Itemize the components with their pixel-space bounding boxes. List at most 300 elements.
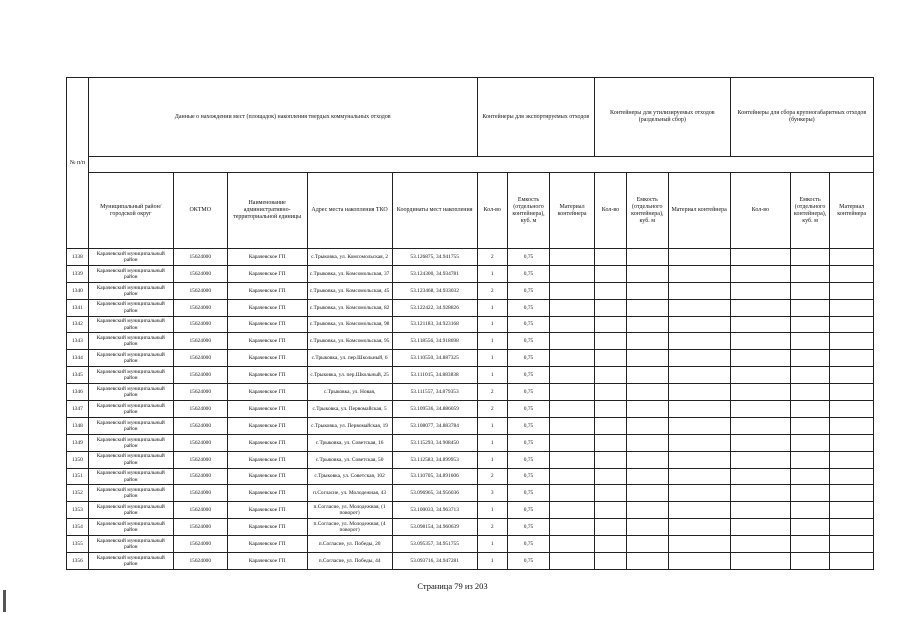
cell-empty: [790, 485, 829, 502]
cell-district: Карачевский муниципальный район: [88, 333, 173, 350]
cell-num: 1338: [67, 249, 89, 266]
cell-num: 1346: [67, 384, 89, 401]
cell-empty: [730, 316, 790, 333]
cell-oktmo: 15624000: [173, 485, 227, 502]
cell-district: Карачевский муниципальный район: [88, 299, 173, 316]
cell-empty: [594, 553, 626, 570]
cell-empty: [730, 299, 790, 316]
cell-empty: [730, 502, 790, 519]
cell-empty: [594, 401, 626, 418]
cell-volume: 0,75: [507, 282, 550, 299]
col-unit-header: Наименование административно-территориальной единицы: [227, 173, 307, 249]
cell-empty: [790, 553, 829, 570]
cell-empty: [550, 299, 595, 316]
cell-unit: Карачевское ГП: [227, 553, 307, 570]
table-row: [67, 502, 874, 519]
cell-count: 1: [477, 536, 507, 553]
cell-empty: [830, 299, 874, 316]
table-row: [67, 485, 874, 502]
cell-address: с.Трыковка, ул. Комсомольская, 2: [307, 249, 392, 266]
cell-unit: Карачевское ГП: [227, 265, 307, 282]
cell-empty: [668, 265, 730, 282]
cell-num: 1348: [67, 417, 89, 434]
cell-coords: 53.126875, 34.941755: [392, 249, 477, 266]
group-bulky-containers-header: Контейнеры для сбора крупногабаритных отходов (бункеры): [730, 78, 873, 157]
cell-count: 1: [477, 417, 507, 434]
cell-empty: [830, 434, 874, 451]
table-row: [67, 536, 874, 553]
cell-empty: [830, 451, 874, 468]
cell-count: 1: [477, 451, 507, 468]
cell-empty: [594, 485, 626, 502]
cell-empty: [627, 249, 668, 266]
cell-oktmo: 15624000: [173, 451, 227, 468]
cell-num: 1342: [67, 316, 89, 333]
cell-empty: [550, 350, 595, 367]
cell-num: 1345: [67, 367, 89, 384]
cell-empty: [627, 468, 668, 485]
cell-empty: [730, 384, 790, 401]
cell-address: с.Трыковка, ул. Новая,: [307, 384, 392, 401]
cell-empty: [790, 384, 829, 401]
cell-empty: [790, 367, 829, 384]
cell-empty: [668, 401, 730, 418]
cell-oktmo: 15624000: [173, 265, 227, 282]
cell-volume: 0,75: [507, 299, 550, 316]
cell-empty: [830, 468, 874, 485]
cell-oktmo: 15624000: [173, 401, 227, 418]
table-row: [67, 367, 874, 384]
cell-coords: 53.098154, 34.960639: [392, 519, 477, 536]
cell-empty: [627, 519, 668, 536]
cell-empty: [594, 434, 626, 451]
cell-empty: [730, 367, 790, 384]
cell-num: 1354: [67, 519, 89, 536]
cell-empty: [790, 468, 829, 485]
cell-district: Карачевский муниципальный район: [88, 367, 173, 384]
cell-empty: [830, 536, 874, 553]
cell-num: 1341: [67, 299, 89, 316]
cell-coords: 53.093716, 34.947281: [392, 553, 477, 570]
cell-volume: 0,75: [507, 485, 550, 502]
group-site-data-header: Данные о нахождении мест (площадок) накопления твердых коммунальных отходов: [88, 78, 477, 157]
cell-oktmo: 15624000: [173, 249, 227, 266]
cell-address: п.Согласие, ул. Молодежная, (1 поворот): [307, 502, 392, 519]
cell-empty: [790, 249, 829, 266]
table-row: [67, 265, 874, 282]
cell-oktmo: 15624000: [173, 367, 227, 384]
cell-empty: [668, 451, 730, 468]
col-count3-header: Кол-во: [730, 173, 790, 249]
cell-count: 3: [477, 485, 507, 502]
cell-empty: [730, 485, 790, 502]
cell-coords: 53.123468, 34.933032: [392, 282, 477, 299]
cell-count: 2: [477, 384, 507, 401]
cell-empty: [627, 384, 668, 401]
cell-empty: [830, 316, 874, 333]
cell-coords: 53.110705, 34.891606: [392, 468, 477, 485]
cell-empty: [594, 299, 626, 316]
table-row: [67, 553, 874, 570]
cell-empty: [830, 553, 874, 570]
cell-volume: 0,75: [507, 536, 550, 553]
cell-empty: [830, 519, 874, 536]
cell-volume: 0,75: [507, 384, 550, 401]
cell-district: Карачевский муниципальный район: [88, 350, 173, 367]
cell-coords: 53.108077, 34.883784: [392, 417, 477, 434]
cell-volume: 0,75: [507, 265, 550, 282]
cell-empty: [668, 519, 730, 536]
cell-empty: [594, 451, 626, 468]
cell-coords: 53.115293, 34.908450: [392, 434, 477, 451]
cell-empty: [550, 536, 595, 553]
col-volume-header: Емкость (отдельного контейнера), куб. м: [507, 173, 550, 249]
cell-oktmo: 15624000: [173, 350, 227, 367]
cell-volume: 0,75: [507, 519, 550, 536]
cell-empty: [668, 333, 730, 350]
cell-coords: 53.110550, 34.887325: [392, 350, 477, 367]
cell-empty: [668, 249, 730, 266]
cell-empty: [594, 417, 626, 434]
cell-oktmo: 15624000: [173, 553, 227, 570]
cell-volume: 0,75: [507, 401, 550, 418]
cell-empty: [830, 249, 874, 266]
cell-count: 1: [477, 316, 507, 333]
cell-volume: 0,75: [507, 367, 550, 384]
cell-empty: [594, 468, 626, 485]
table-row: [67, 350, 874, 367]
cell-empty: [668, 553, 730, 570]
cell-volume: 0,75: [507, 333, 550, 350]
col-volume3-header: Емкость (отдельного контейнера), куб. м: [790, 173, 829, 249]
cell-volume: 0,75: [507, 553, 550, 570]
cell-address: с.Трыковка, ул. Первомайская, 5: [307, 401, 392, 418]
cell-coords: 53.100033, 34.963713: [392, 502, 477, 519]
cell-oktmo: 15624000: [173, 519, 227, 536]
group-recycle-containers-header: Контейнеры для утилизируемых отходов (раздельный сбор): [594, 78, 730, 157]
col-num-header: № п/п: [67, 78, 89, 249]
cell-oktmo: 15624000: [173, 434, 227, 451]
cell-empty: [730, 553, 790, 570]
cell-empty: [550, 451, 595, 468]
cell-empty: [830, 417, 874, 434]
cell-oktmo: 15624000: [173, 333, 227, 350]
cell-num: 1351: [67, 468, 89, 485]
cell-empty: [594, 350, 626, 367]
cell-unit: Карачевское ГП: [227, 401, 307, 418]
cell-count: 1: [477, 333, 507, 350]
cell-num: 1340: [67, 282, 89, 299]
cell-coords: 53.112583, 34.899953: [392, 451, 477, 468]
cell-empty: [594, 367, 626, 384]
cell-unit: Карачевское ГП: [227, 519, 307, 536]
col-volume2-header: Емкость (отдельного контейнера), куб. м: [627, 173, 668, 249]
cell-volume: 0,75: [507, 434, 550, 451]
cell-empty: [594, 316, 626, 333]
cell-empty: [730, 434, 790, 451]
cell-address: п.Согласие, ул. Молодежная, 43: [307, 485, 392, 502]
cell-empty: [790, 451, 829, 468]
cell-empty: [550, 519, 595, 536]
cell-num: 1353: [67, 502, 89, 519]
cell-address: п.Согласие, ул. Победы, 20: [307, 536, 392, 553]
cell-empty: [627, 401, 668, 418]
cell-empty: [730, 249, 790, 266]
cell-empty: [550, 384, 595, 401]
group-export-containers-header: Контейнеры для экспортируемых отходов: [477, 78, 594, 157]
cell-empty: [627, 502, 668, 519]
cell-empty: [550, 434, 595, 451]
table-row: [67, 401, 874, 418]
col-count2-header: Кол-во: [594, 173, 626, 249]
cell-district: Карачевский муниципальный район: [88, 265, 173, 282]
cell-unit: Карачевское ГП: [227, 249, 307, 266]
table-header: [67, 78, 874, 249]
cell-count: 1: [477, 299, 507, 316]
cell-empty: [627, 536, 668, 553]
cell-empty: [790, 316, 829, 333]
cell-district: Карачевский муниципальный район: [88, 519, 173, 536]
cell-coords: 53.118556, 34.918698: [392, 333, 477, 350]
cell-empty: [627, 333, 668, 350]
cell-address: с.Трыковка, ул. Комсомольская, 82: [307, 299, 392, 316]
cell-unit: Карачевское ГП: [227, 434, 307, 451]
cell-empty: [594, 282, 626, 299]
cell-address: п.Согласие, ул. Победы, 44: [307, 553, 392, 570]
cell-empty: [830, 333, 874, 350]
cell-address: с.Трыковка, ул. Советская, 50: [307, 451, 392, 468]
cell-num: 1339: [67, 265, 89, 282]
cell-volume: 0,75: [507, 417, 550, 434]
cell-empty: [594, 249, 626, 266]
cell-oktmo: 15624000: [173, 316, 227, 333]
cell-empty: [594, 333, 626, 350]
cell-empty: [550, 282, 595, 299]
cell-count: 1: [477, 434, 507, 451]
cell-oktmo: 15624000: [173, 536, 227, 553]
page-footer: Страница 79 из 203: [417, 581, 488, 591]
cell-district: Карачевский муниципальный район: [88, 384, 173, 401]
cell-empty: [550, 502, 595, 519]
table-row: [67, 249, 874, 266]
cell-coords: 53.109536, 34.886059: [392, 401, 477, 418]
cell-unit: Карачевское ГП: [227, 384, 307, 401]
cell-empty: [830, 282, 874, 299]
cell-unit: Карачевское ГП: [227, 536, 307, 553]
cell-count: 2: [477, 282, 507, 299]
cell-oktmo: 15624000: [173, 282, 227, 299]
cell-address: п.Согласие, ул. Молодежная, (4 поворот): [307, 519, 392, 536]
cell-unit: Карачевское ГП: [227, 333, 307, 350]
cell-volume: 0,75: [507, 316, 550, 333]
cell-count: 2: [477, 249, 507, 266]
cell-address: с.Трыковка, ул. пер.Школьный, 25: [307, 367, 392, 384]
cell-empty: [550, 249, 595, 266]
cell-address: с.Трыковка, ул. Комсомольская, 37: [307, 265, 392, 282]
cell-count: 1: [477, 367, 507, 384]
table-row: [67, 299, 874, 316]
cell-empty: [594, 502, 626, 519]
cell-district: Карачевский муниципальный район: [88, 249, 173, 266]
cell-empty: [830, 502, 874, 519]
cell-district: Карачевский муниципальный район: [88, 316, 173, 333]
cell-coords: 53.095357, 34.951755: [392, 536, 477, 553]
cell-oktmo: 15624000: [173, 299, 227, 316]
cell-empty: [550, 401, 595, 418]
cell-volume: 0,75: [507, 451, 550, 468]
cell-coords: 53.111015, 34.883838: [392, 367, 477, 384]
cell-empty: [790, 299, 829, 316]
cell-empty: [627, 451, 668, 468]
cell-oktmo: 15624000: [173, 384, 227, 401]
cell-district: Карачевский муниципальный район: [88, 536, 173, 553]
col-count-header: Кол-во: [477, 173, 507, 249]
col-district-header: Муниципальный район/городской округ: [88, 173, 173, 249]
cell-coords: 53.124300, 34.934781: [392, 265, 477, 282]
cell-empty: [668, 350, 730, 367]
table-row: [67, 333, 874, 350]
cell-unit: Карачевское ГП: [227, 350, 307, 367]
cell-count: 1: [477, 553, 507, 570]
cell-empty: [730, 265, 790, 282]
cell-coords: 53.122422, 34.928826: [392, 299, 477, 316]
cell-empty: [594, 519, 626, 536]
cell-empty: [830, 485, 874, 502]
col-address-header: Адрес места накопления ТКО: [307, 173, 392, 249]
cell-district: Карачевский муниципальный район: [88, 401, 173, 418]
cell-empty: [730, 417, 790, 434]
cell-district: Карачевский муниципальный район: [88, 417, 173, 434]
cell-empty: [790, 434, 829, 451]
table-row: [67, 417, 874, 434]
cell-district: Карачевский муниципальный район: [88, 468, 173, 485]
cell-num: 1356: [67, 553, 89, 570]
cell-empty: [668, 384, 730, 401]
cell-address: с.Трыковка, ул. Комсомольская, 45: [307, 282, 392, 299]
cell-empty: [730, 333, 790, 350]
cell-empty: [730, 468, 790, 485]
cell-district: Карачевский муниципальный район: [88, 282, 173, 299]
cell-empty: [668, 502, 730, 519]
table-row: [67, 316, 874, 333]
cell-empty: [668, 536, 730, 553]
cell-empty: [594, 384, 626, 401]
cell-district: Карачевский муниципальный район: [88, 553, 173, 570]
cell-empty: [668, 316, 730, 333]
cell-num: 1350: [67, 451, 89, 468]
cell-address: с.Трыковка, ул. Комсомольская, 95: [307, 333, 392, 350]
cell-empty: [668, 299, 730, 316]
cell-empty: [627, 350, 668, 367]
cell-empty: [627, 316, 668, 333]
cell-num: 1355: [67, 536, 89, 553]
cell-volume: 0,75: [507, 350, 550, 367]
cell-empty: [550, 265, 595, 282]
cell-district: Карачевский муниципальный район: [88, 485, 173, 502]
cell-count: 1: [477, 502, 507, 519]
cell-empty: [594, 265, 626, 282]
cell-empty: [550, 417, 595, 434]
col-oktmo-header: ОКТМО: [173, 173, 227, 249]
cell-empty: [730, 536, 790, 553]
cell-unit: Карачевское ГП: [227, 299, 307, 316]
cell-district: Карачевский муниципальный район: [88, 502, 173, 519]
cell-district: Карачевский муниципальный район: [88, 451, 173, 468]
cell-volume: 0,75: [507, 249, 550, 266]
table-row: [67, 451, 874, 468]
cell-unit: Карачевское ГП: [227, 451, 307, 468]
cell-empty: [830, 384, 874, 401]
table-row: [67, 519, 874, 536]
cell-empty: [594, 536, 626, 553]
cell-empty: [790, 519, 829, 536]
cell-address: с.Трыковка, ул. Советская, 16: [307, 434, 392, 451]
cell-district: Карачевский муниципальный район: [88, 434, 173, 451]
cell-coords: 53.121183, 34.923168: [392, 316, 477, 333]
cell-unit: Карачевское ГП: [227, 502, 307, 519]
cell-empty: [668, 485, 730, 502]
cell-empty: [627, 282, 668, 299]
cell-volume: 0,75: [507, 468, 550, 485]
cell-empty: [550, 333, 595, 350]
cell-address: с.Трыковка, ул. Советская, 102: [307, 468, 392, 485]
cell-empty: [627, 553, 668, 570]
cell-empty: [830, 401, 874, 418]
cell-empty: [790, 401, 829, 418]
cell-empty: [550, 468, 595, 485]
cell-empty: [730, 401, 790, 418]
cell-address: с.Трыковка, ул. Комсомольская, 98: [307, 316, 392, 333]
cell-empty: [730, 282, 790, 299]
cell-empty: [730, 350, 790, 367]
col-material-header: Материал контейнера: [550, 173, 595, 249]
cell-oktmo: 15624000: [173, 502, 227, 519]
cell-address: с.Трыковка, ул. пер.Школьный, 6: [307, 350, 392, 367]
table-row: [67, 384, 874, 401]
cell-empty: [627, 265, 668, 282]
cell-empty: [627, 485, 668, 502]
cell-empty: [790, 333, 829, 350]
cell-num: 1343: [67, 333, 89, 350]
cell-count: 1: [477, 265, 507, 282]
cell-empty: [790, 536, 829, 553]
header-spacer: [88, 157, 873, 173]
cell-volume: 0,75: [507, 502, 550, 519]
cell-empty: [790, 350, 829, 367]
cell-empty: [627, 417, 668, 434]
cell-unit: Карачевское ГП: [227, 417, 307, 434]
cell-empty: [830, 367, 874, 384]
cell-unit: Карачевское ГП: [227, 282, 307, 299]
table-row: [67, 434, 874, 451]
cell-unit: Карачевское ГП: [227, 485, 307, 502]
col-material3-header: Материал контейнера: [830, 173, 874, 249]
col-material2-header: Материал контейнера: [668, 173, 730, 249]
cell-empty: [550, 553, 595, 570]
cell-count: 1: [477, 350, 507, 367]
cell-empty: [790, 417, 829, 434]
cell-coords: 53.096965, 34.956036: [392, 485, 477, 502]
cell-oktmo: 15624000: [173, 417, 227, 434]
cell-coords: 53.111557, 34.879353: [392, 384, 477, 401]
cell-empty: [730, 519, 790, 536]
cell-num: 1349: [67, 434, 89, 451]
waste-sites-table: [66, 77, 874, 570]
cell-empty: [730, 451, 790, 468]
cell-empty: [668, 468, 730, 485]
cell-empty: [668, 434, 730, 451]
cell-oktmo: 15624000: [173, 468, 227, 485]
